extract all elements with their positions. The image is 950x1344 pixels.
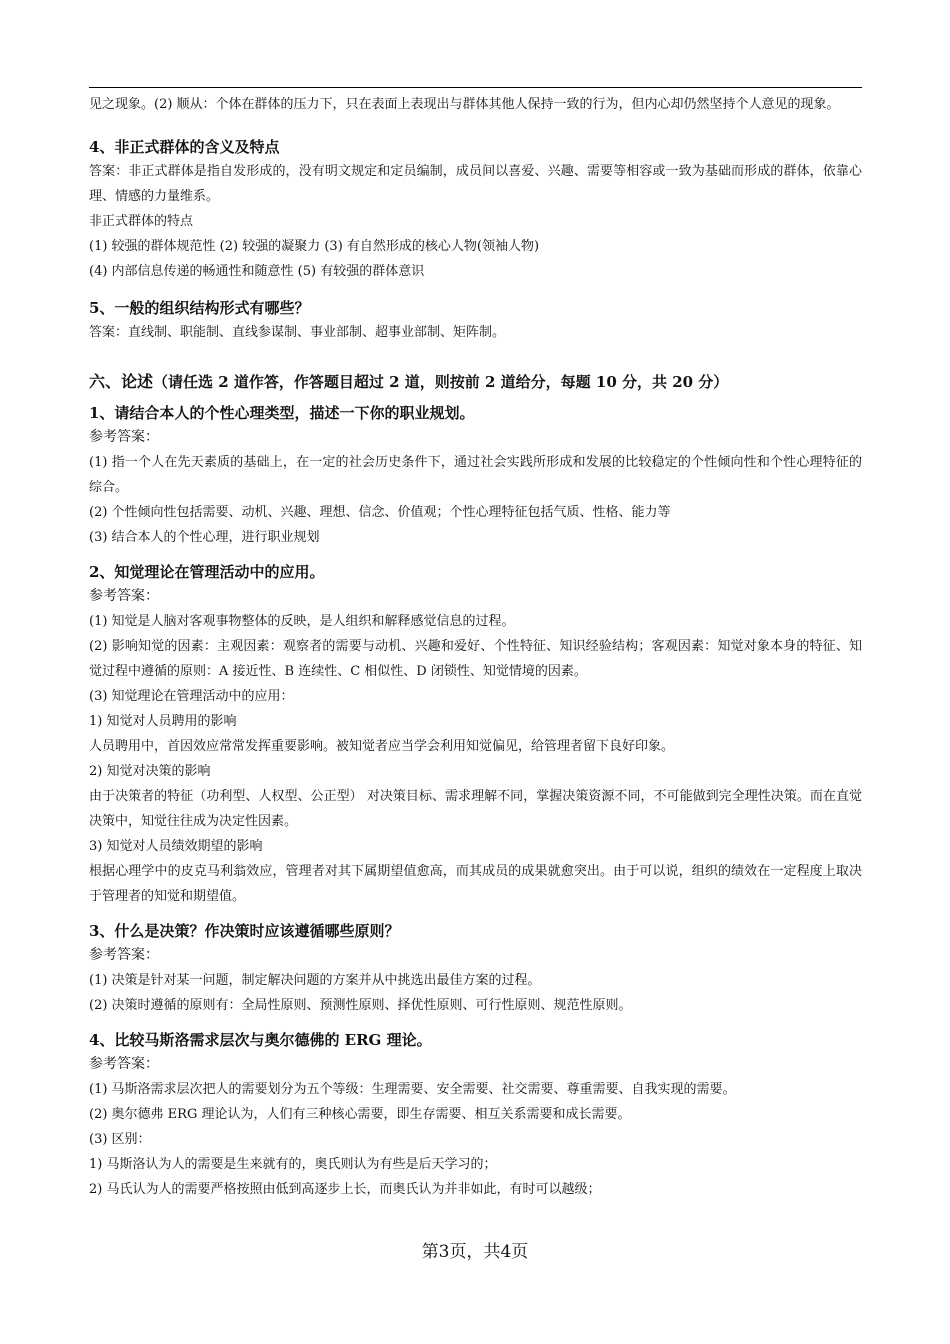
- essay-4-sub-2: 2) 马氏认为人的需要严格按照由低到高逐步上长，而奥氏认为并非如此，有时可以越级；: [89, 1182, 601, 1197]
- essay-2-title: 2、知觉理论在管理活动中的应用。: [89, 563, 325, 581]
- question-4-points-1: (1) 较强的群体规范性 (2) 较强的凝聚力 (3) 有自然形成的核心人物(领袖人物): [89, 239, 540, 254]
- section-6-heading: [89, 367, 862, 397]
- essay-1-title: 1、请结合本人的个性心理类型，描述一下你的职业规划。: [89, 404, 475, 422]
- section-6-title: 六、论述: [89, 372, 154, 391]
- question-4-subtitle: 非正式群体的特点: [89, 214, 194, 229]
- essay-3-title: 3、什么是决策？作决策时应该遵循哪些原则？: [89, 922, 400, 940]
- essay-3-point-2: (2) 决策时遵循的原则有：全局性原则、预测性原则、择优性原则、可行性原则、规范性原则。: [89, 998, 632, 1013]
- essay-3-point-1: (1) 决策是针对某一问题，制定解决问题的方案并从中挑选出最佳方案的过程。: [89, 973, 541, 988]
- continuation-text: 见之现象。(2) 顺从：个体在群体的压力下，只在表面上表现出与群体其他人保持一致的行为，但内心却仍然坚持个人意见的现象。: [89, 97, 840, 112]
- essay-3-ref-label: 参考答案：: [89, 947, 159, 963]
- essay-2-point-2: (2) 影响知觉的因素：主观因素：观察者的需要与动机、兴趣和爱好、个性特征、知识经验结构；客观因素：知觉对象本身的特征、知觉过程中遵循的原则：A 接近性、B 连续性、C 相似性、D 闭锁性、知觉情境的因素。: [89, 639, 862, 679]
- essay-2-point-1: (1) 知觉是人脑对客观事物整体的反映，是人组织和解释感觉信息的过程。: [89, 614, 515, 629]
- essay-2-sub-3: 3) 知觉对人员绩效期望的影响: [89, 839, 263, 854]
- section-6-note: （请任选 2 道作答，作答题目超过 2 道，则按前 2 道给分，每题 10 分，共 20 分）: [153, 373, 729, 391]
- essay-2-sub-3-text: 根据心理学中的皮克马利翁效应，管理者对其下属期望值愈高，而其成员的成果就愈突出。由于可以说，组织的绩效在一定程度上取决于管理者的知觉和期望值。: [89, 864, 862, 904]
- essay-1-ref-label: 参考答案：: [89, 429, 159, 445]
- question-5-title: 5、一般的组织结构形式有哪些？: [89, 299, 310, 317]
- question-4-answer: 答案：非正式群体是指自发形成的，没有明文规定和定员编制，成员间以喜爱、兴趣、需要等相容或一致为基础而形成的群体，依靠心理、情感的力量维系。: [89, 164, 862, 204]
- essay-2-sub-2-text: 由于决策者的特征（功利型、人权型、公正型） 对决策目标、需求理解不同，掌握决策资源不同，不可能做到完全理性决策。而在直觉决策中，知觉往往成为决定性因素。: [89, 789, 862, 829]
- essay-4-point-2: (2) 奥尔德弗 ERG 理论认为，人们有三种核心需要，即生存需要、相互关系需要和成长需要。: [89, 1107, 631, 1122]
- essay-4-ref-label: 参考答案：: [89, 1056, 159, 1072]
- page-number-footer: 第3页，共4页: [421, 1242, 529, 1262]
- essay-2-ref-label: 参考答案：: [89, 588, 159, 604]
- essay-2-sub-1-text: 人员聘用中，首因效应常常发挥重要影响。被知觉者应当学会利用知觉偏见，给管理者留下良好印象。: [89, 739, 675, 754]
- essay-4-point-3: (3) 区别：: [89, 1132, 151, 1147]
- essay-1-point-1: (1) 指一个人在先天素质的基础上，在一定的社会历史条件下，通过社会实践所形成和发展的比较稳定的个性倾向性和个性心理特征的综合。: [89, 455, 862, 495]
- essay-1-point-3: (3) 结合本人的个性心理，进行职业规划: [89, 530, 320, 545]
- essay-4-title: 4、比较马斯洛需求层次与奥尔德佛的 ERG 理论。: [89, 1031, 432, 1049]
- essay-2-sub-2: 2) 知觉对决策的影响: [89, 764, 211, 779]
- question-4-points-2: (4) 内部信息传递的畅通性和随意性 (5) 有较强的群体意识: [89, 264, 425, 279]
- question-4-title: 4、非正式群体的含义及特点: [89, 138, 280, 156]
- essay-4-point-1: (1) 马斯洛需求层次把人的需要划分为五个等级：生理需要、安全需要、社交需要、尊重需要、自我实现的需要。: [89, 1082, 736, 1097]
- question-5-answer: 答案：直线制、职能制、直线参谋制、事业部制、超事业部制、矩阵制。: [89, 325, 506, 340]
- header-rule: [89, 87, 862, 88]
- essay-4-sub-1: 1) 马斯洛认为人的需要是生来就有的，奥氏则认为有些是后天学习的；: [89, 1157, 497, 1172]
- page-content: [89, 92, 862, 1202]
- essay-2-sub-1: 1) 知觉对人员聘用的影响: [89, 714, 237, 729]
- essay-2-point-3: (3) 知觉理论在管理活动中的应用：: [89, 689, 294, 704]
- essay-1-point-2: (2) 个性倾向性包括需要、动机、兴趣、理想、信念、价值观；个性心理特征包括气质、性格、能力等: [89, 505, 671, 520]
